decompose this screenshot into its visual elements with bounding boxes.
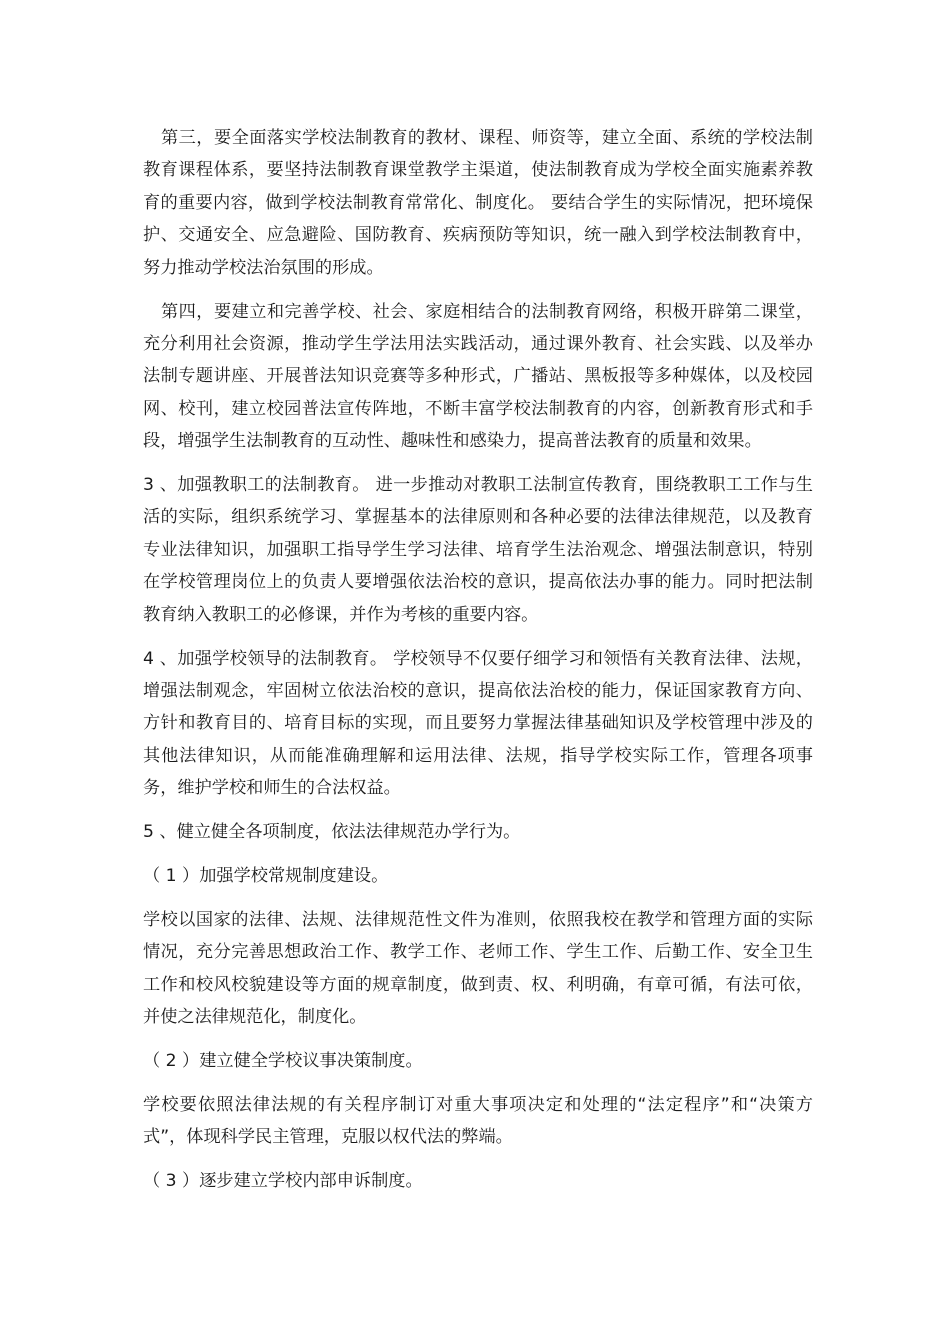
subheading-1: （ 1 ）加强学校常规制度建设。	[143, 866, 389, 887]
paragraph-sub-1-body: 学校以国家的法律、法规、法律规范性文件为准则，依照我校在教学和管理方面的实际情况，充分完善思想政治工作、教学工作、老师工作、学生工作、后勤工作、安全卫生工作和校风校貌建设等方面的规章制度，做到责、权、利明确，有章可循，有法可依，并使之法律规范化，制度化。	[143, 909, 813, 1028]
subheading-3: （ 3 ）逐步建立学校内部申诉制度。	[143, 1171, 423, 1192]
document-body	[143, 122, 813, 1209]
paragraph-fourth: 第四，要建立和完善学校、社会、家庭相结合的法制教育网络，积极开辟第二课堂，充分利用社会资源，推动学生学法用法实践活动，通过课外教育、社会实践、以及举办法制专题讲座、开展普法知识竞赛等多种形式，广播站、黑板报等多种媒体，以及校园网、校刊，建立校园普法宣传阵地，不断丰富学校法制教育的内容，创新教育形式和手段，增强学生法制教育的互动性、趣味性和感染力，提高普法教育的质量和效果。	[143, 301, 813, 452]
paragraph-item-3: 3 、加强教职工的法制教育。 进一步推动对教职工法制宣传教育，围绕教职工工作与生活的实际，组织系统学习、掌握基本的法律原则和各种必要的法律法律规范，以及教育专业法律知识，加强职工指导学生学习法律、培育学生法治观念、增强法制意识，特别在学校管理岗位上的负责人要增强依法治校的意识，提高依法办事的能力。同时把法制教育纳入教职工的必修课，并作为考核的重要内容。	[143, 475, 813, 625]
subheading-2: （ 2 ）建立健全学校议事决策制度。	[143, 1051, 423, 1072]
paragraph-sub-2-body: 学校要依照法律法规的有关程序制订对重大事项决定和处理的“法定程序”和“决策方式”，体现科学民主管理，克服以权代法的弊端。	[143, 1094, 813, 1148]
paragraph-item-4: 4 、加强学校领导的法制教育。 学校领导不仅要仔细学习和领悟有关教育法律、法规，增强法制观念，牢固树立依法治校的意识，提高依法治校的能力，保证国家教育方向、方针和教育目的、培育目标的实现，而且要努力掌握法律基础知识及学校管理中涉及的其他法律知识，从而能准确理解和运用法律、法规，指导学校实际工作，管理各项事务，维护学校和师生的合法权益。	[143, 648, 813, 799]
paragraph-third: 第三，要全面落实学校法制教育的教材、课程、师资等，建立全面、系统的学校法制教育课程体系，要坚持法制教育课堂教学主渠道，使法制教育成为学校全面实施素养教育的重要内容，做到学校法制教育常常化、制度化。 要结合学生的实际情况，把环境保护、交通安全、应急避险、国防教育、疾病预防等知识，统一融入到学校法制教育中，努力推动学校法治氛围的形成。	[143, 128, 813, 278]
paragraph-item-5: 5 、健立健全各项制度，依法法律规范办学行为。	[143, 822, 521, 843]
